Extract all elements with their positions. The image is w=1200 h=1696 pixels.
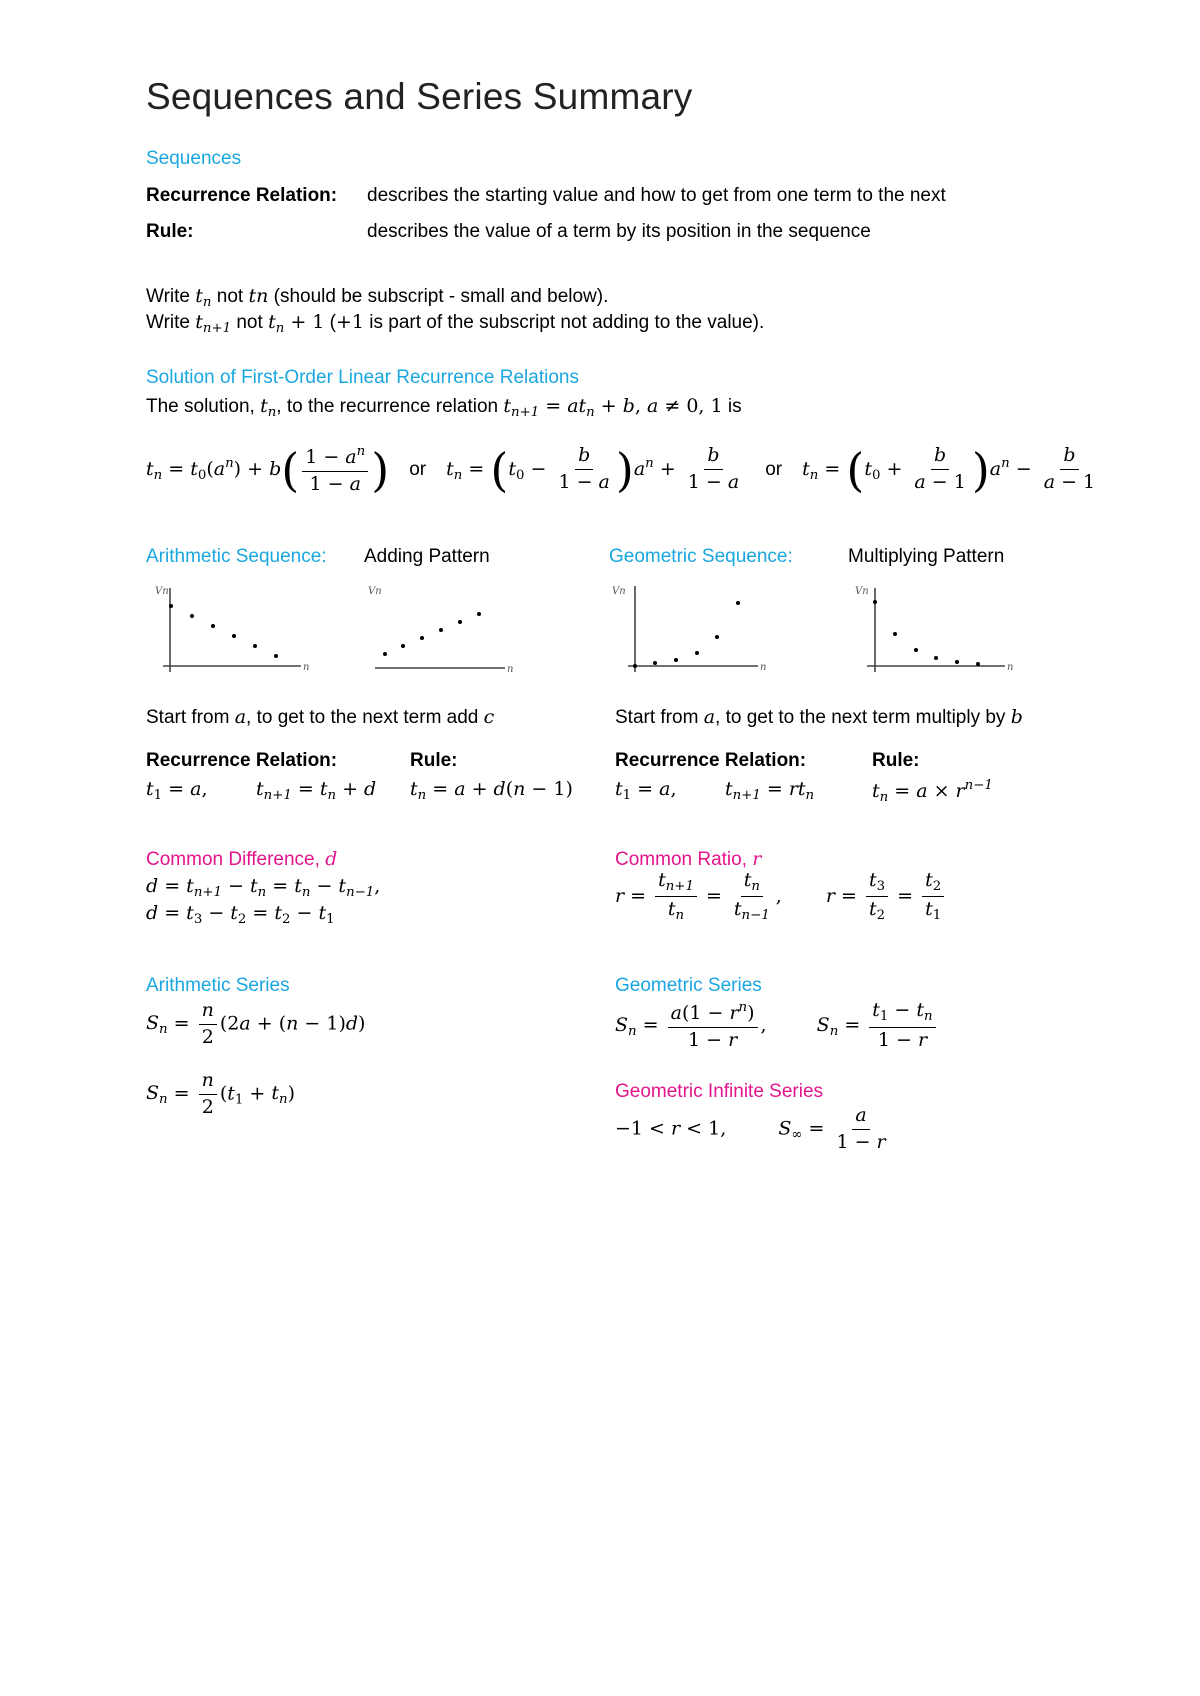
common-difference-formula-1: $d = t_{n+1} - t_n = t_n - t_{n-1}$, bbox=[146, 875, 381, 900]
arithmetic-rule-formula: $t_n = a + d(n - 1)$ bbox=[410, 778, 573, 803]
arithmetic-pattern: Adding Pattern bbox=[364, 546, 490, 567]
geometric-pattern: Multiplying Pattern bbox=[848, 546, 1005, 567]
arithmetic-heading: Arithmetic Sequence: bbox=[146, 546, 327, 567]
geometric-infinite-formula: −1 < r < 1, $S_\infty$ = $\frac{a}{1 - r}$ bbox=[615, 1104, 886, 1153]
geometric-rr-label: Recurrence Relation: bbox=[615, 750, 807, 771]
geometric-rule-formula: $t_n = a \times r^{n-1}$ bbox=[872, 778, 993, 805]
geometric-start-text: Start from a, to get to the next term multiply by b bbox=[615, 706, 1023, 728]
geometric-rr-formula: $t_1 = a$, bbox=[615, 778, 677, 803]
arithmetic-series-heading: Arithmetic Series bbox=[146, 975, 290, 996]
geometric-decreasing-graph bbox=[855, 580, 1025, 680]
arithmetic-rr-formula: $t_1 = a$, bbox=[146, 778, 208, 803]
geometric-increasing-graph bbox=[610, 580, 780, 680]
arithmetic-series-formula-1: $S_n$ = $\frac{n}{2}$ (2a + (n − 1)d) bbox=[146, 999, 366, 1048]
solution-formulas: $t_n = t_0(a^n) + b$( $\frac{1 - a^n}{1 - a}$ ) or $t_n = (t_0$ − $\frac{b}{1 - a}$ )$a^n$ + $\frac{b}{1 - a}$ or $t_n = (t_0$ + $\frac{b}{a - 1}$ )$a^n$ − $\frac{b}{a - 1}$ bbox=[146, 442, 1096, 497]
graph-x-label: n bbox=[1007, 662, 1014, 673]
recurrence-relation-description: describes the starting value and how to get from one term to the next bbox=[367, 185, 946, 206]
arithmetic-series-formula-2: $S_n$ = $\frac{n}{2}$ $(t_1 + t_n)$ bbox=[146, 1069, 296, 1118]
geometric-rule-label: Rule: bbox=[872, 750, 920, 771]
geometric-heading: Geometric Sequence: bbox=[609, 546, 793, 567]
geometric-series-heading: Geometric Series bbox=[615, 975, 762, 996]
graph-y-label: Vn bbox=[155, 586, 169, 597]
graph-x-label: n bbox=[507, 664, 514, 675]
page-title: Sequences and Series Summary bbox=[146, 76, 693, 117]
common-difference-heading: Common Difference, d bbox=[146, 848, 338, 870]
graph-y-label: Vn bbox=[855, 586, 869, 597]
recurrence-relation-label: Recurrence Relation: bbox=[146, 185, 338, 206]
rule-description: describes the value of a term by its position in the sequence bbox=[367, 221, 871, 242]
geometric-infinite-heading: Geometric Infinite Series bbox=[615, 1081, 824, 1102]
subscript-note-1: Write $t_n$ not tn (should be subscript - small and below). bbox=[146, 285, 609, 310]
arithmetic-rr-formula-next: $t_{n+1} = t_n + d$ bbox=[256, 778, 377, 803]
graph-x-label: n bbox=[760, 662, 767, 673]
arithmetic-decreasing-graph bbox=[155, 580, 315, 680]
arithmetic-start-text: Start from a, to get to the next term add c bbox=[146, 706, 495, 728]
graph-y-label: Vn bbox=[612, 586, 626, 597]
graph-x-label: n bbox=[303, 662, 310, 673]
rule-label: Rule: bbox=[146, 221, 194, 242]
subscript-note-2: Write $t_{n+1}$ not $t_n + 1$ (+1 is part of the subscript not adding to the value). bbox=[146, 311, 765, 336]
common-difference-formula-2: $d = t_3 - t_2 = t_2 - t_1$ bbox=[146, 902, 335, 927]
first-order-intro: The solution, $t_n$, to the recurrence relation $t_{n+1} = at_n + b$, a ≠ 0, 1 is bbox=[146, 395, 742, 420]
arithmetic-rr-label: Recurrence Relation: bbox=[146, 750, 338, 771]
arithmetic-rule-label: Rule: bbox=[410, 750, 458, 771]
geometric-series-formula: $S_n$ = $\frac{a(1 - r^n)}{1 - r}$ , $S_n$ = $\frac{t_1 - t_n}{1 - r}$ bbox=[615, 1000, 939, 1052]
arithmetic-increasing-graph bbox=[365, 580, 525, 680]
geometric-rr-formula-next: $t_{n+1} = rt_n$ bbox=[725, 778, 815, 803]
graph-y-label: Vn bbox=[368, 586, 382, 597]
first-order-heading: Solution of First-Order Linear Recurrence Relations bbox=[146, 367, 579, 388]
sequences-heading: Sequences bbox=[146, 148, 242, 169]
common-ratio-formula: r = $\frac{t_{n+1}}{t_n}$ = $\frac{t_n}{t_{n-1}}$ , r = $\frac{t_3}{t_2}$ = $\frac{t_2}{t_1}$ bbox=[615, 870, 947, 924]
common-ratio-heading: Common Ratio, r bbox=[615, 848, 762, 870]
